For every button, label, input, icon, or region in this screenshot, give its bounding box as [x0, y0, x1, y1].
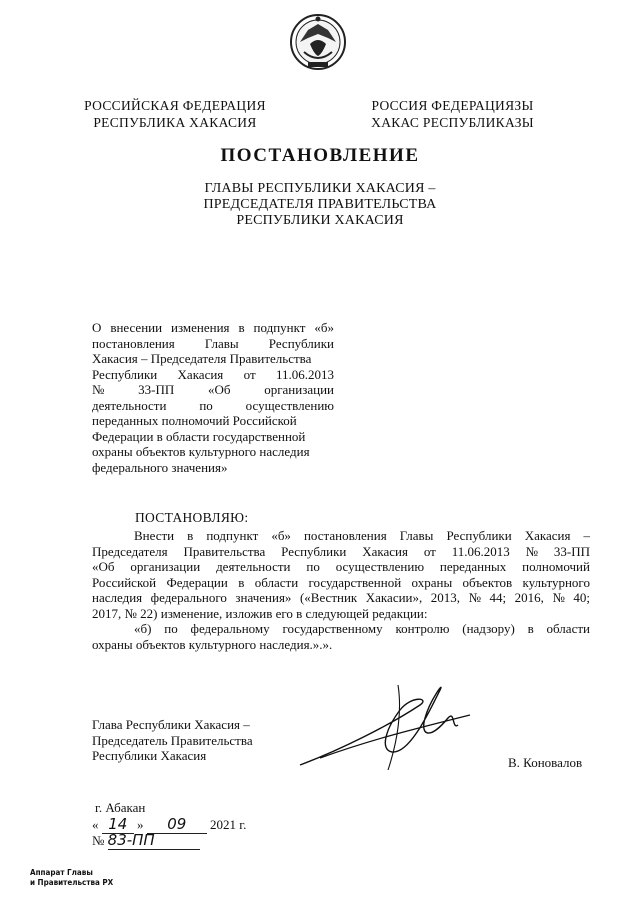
date-day: 14: [102, 815, 134, 834]
header-left-line2: РЕСПУБЛИКА ХАКАСИЯ: [93, 115, 257, 130]
subject-block: [92, 320, 334, 475]
resolution-body: [92, 528, 590, 652]
subject-line: № 33-ПП «Об организации: [92, 382, 334, 397]
coat-of-arms-emblem: [288, 12, 348, 74]
body-line: Российской Федерации в области государственной охраны объектов культурного: [92, 574, 590, 590]
stamp-line: Аппарат Главы: [30, 868, 93, 877]
body-line: «Об организации деятельности по осуществлению переданных полномочий: [92, 559, 590, 574]
document-number: № 83-ПП: [92, 831, 200, 850]
header-left-line1: РОССИЙСКАЯ ФЕДЕРАЦИЯ: [84, 98, 266, 113]
signatory-line: Глава Республики Хакасия –: [92, 717, 250, 732]
body-line: Внести в подпункт «б» постановления Главы Республики Хакасия –: [134, 528, 590, 543]
subject-line: Республики Хакасия от 11.06.2013: [92, 366, 334, 382]
signer-name: В. Коновалов: [508, 755, 583, 770]
subtitle-line: РЕСПУБЛИКИ ХАКАСИЯ: [236, 213, 404, 228]
body-line: «б) по федеральному государственному контролю (надзору) в области: [134, 621, 590, 636]
header-khakas-federation: [365, 97, 540, 131]
place-of-signing: г. Абакан: [95, 800, 146, 815]
stamp-line: и Правительства РХ: [30, 878, 114, 887]
subject-line: переданных полномочий Российской: [92, 413, 297, 428]
signatory-line: Председатель Правительства: [92, 732, 253, 748]
subject-line: Федерации в области государственной: [92, 428, 306, 444]
subtitle-line: ПРЕДСЕДАТЕЛЯ ПРАВИТЕЛЬСТВА: [203, 197, 437, 212]
body-line: Председателя Правительства Республики Хакасия от 11.06.2013 № 33-ПП: [92, 543, 590, 559]
document-date: « 14 » 09 2021 г.: [92, 815, 247, 833]
document-number-value: 83-ПП: [108, 831, 200, 850]
date-year: 2021 г.: [210, 817, 247, 832]
signatory-title: [92, 717, 253, 764]
subject-line: деятельности по осуществлению: [92, 397, 334, 413]
body-line: охраны объектов культурного наследия.».».: [92, 636, 333, 652]
document-subtitle: [170, 181, 470, 229]
body-line: наследия федерального значения» («Вестник Хакасии», 2013, № 44; 2016, № 40;: [92, 590, 590, 605]
header-right-line2: ХАКАС РЕСПУБЛИКАЗЫ: [371, 115, 534, 130]
subject-line: федерального значения»: [92, 459, 228, 475]
subject-line: Хакасия – Председателя Правительства: [92, 351, 312, 366]
header-russian-federation: [80, 97, 270, 131]
subject-line: постановления Главы Республики: [92, 335, 334, 351]
subtitle-line: ГЛАВЫ РЕСПУБЛИКИ ХАКАСИЯ –: [204, 181, 436, 196]
handwritten-signature: [280, 670, 480, 780]
resolve-heading: ПОСТАНОВЛЯЮ:: [135, 510, 249, 525]
signatory-line: Республики Хакасия: [92, 748, 207, 763]
date-month: 09: [147, 815, 207, 834]
body-line: 2017, № 22) изменение, изложив его в следующей редакции:: [92, 605, 428, 621]
subject-line: охраны объектов культурного наследия: [92, 444, 310, 459]
subject-line: О внесении изменения в подпункт «б»: [92, 320, 334, 335]
registration-stamp: [30, 868, 113, 888]
header-right-line1: РОССИЯ ФЕДЕРАЦИЯЗЫ: [371, 98, 534, 113]
document-title: ПОСТАНОВЛЕНИЕ: [220, 145, 420, 166]
